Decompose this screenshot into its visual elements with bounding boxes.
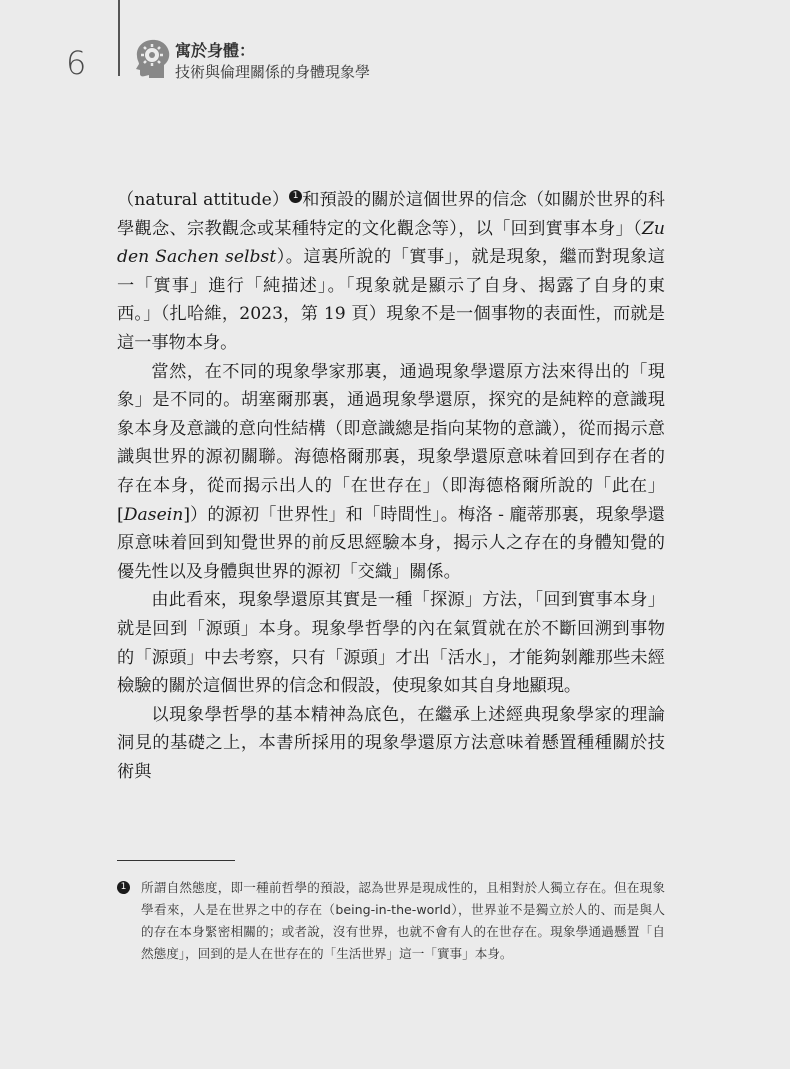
head-with-gear-icon [134,38,170,78]
footnote-reference[interactable]: 1 [289,190,302,203]
footnote-marker: 1 [117,881,130,894]
main-text [117,186,665,786]
page-number: 6 [66,44,87,82]
paragraph: 當然，在不同的現象學家那裏，通過現象學還原方法來得出的「現象」是不同的。胡塞爾那裏，通過現象學還原，探究的是純粹的意識現象本身及意識的意向性結構（即意識總是指向某物的意識），從而揭示意識與世界的源初關聯。海德格爾那裏，現象學還原意味着回到存在者的存在本身，從而揭示出人的「在世存在」（即海德格爾所說的「此在」[Dasein]）的源初「世界性」和「時間性」。梅洛 - 龐蒂那裏，現象學還原意味着回到知覺世界的前反思經驗本身，揭示人之存在的身體知覺的優先性以及身體與世界的源初「交織」關係。 [117,361,665,582]
book-title: 寓於身體： [175,41,256,60]
footnote-divider [117,860,235,861]
footnote [117,877,665,965]
running-header [0,0,790,90]
footnote-text: 所謂自然態度，即一種前哲學的預設，認為世界是現成性的，且相對於人獨立存在。但在現象學看來，人是在世界之中的存在（being-in-the-world），世界並不是獨立於人的、而是與人的存在本身緊密相關的；或者說，沒有世界，也就不會有人的在世存在。現象學通過懸置「自然態度」，回到的是人在世存在的「生活世界」這一「實事」本身。 [141,880,665,961]
paragraph: 由此看來，現象學還原其實是一種「探源」方法，「回到實事本身」就是回到「源頭」本身。現象學哲學的內在氣質就在於不斷回溯到事物的「源頭」中去考察，只有「源頭」才出「活水」，才能夠剝離那些未經檢驗的關於這個世界的信念和假設，使現象如其自身地顯現。 [117,590,665,697]
paragraph: （natural attitude） 1 和預設的關於這個世界的信念（如關於世界的科學觀念、宗教觀念或某種特定的文化觀念等），以「回到實事本身」（Zu den Sachen selbst）。這裏所說的「實事」，就是現象，繼而對現象這一「實事」進行「純描述」。「現象就是顯示了自身、揭露了自身的東西。」（扎哈維，2023，第 19 頁）現象不是一個事物的表面性，而就是這一事物本身。 [117,190,665,353]
header-divider [118,0,120,76]
book-subtitle: 技術與倫理關係的身體現象學 [175,63,371,81]
paragraph: 以現象學哲學的基本精神為底色，在繼承上述經典現象學家的理論洞見的基礎之上，本書所採用的現象學還原方法意味着懸置種種關於技術與 [117,704,665,782]
